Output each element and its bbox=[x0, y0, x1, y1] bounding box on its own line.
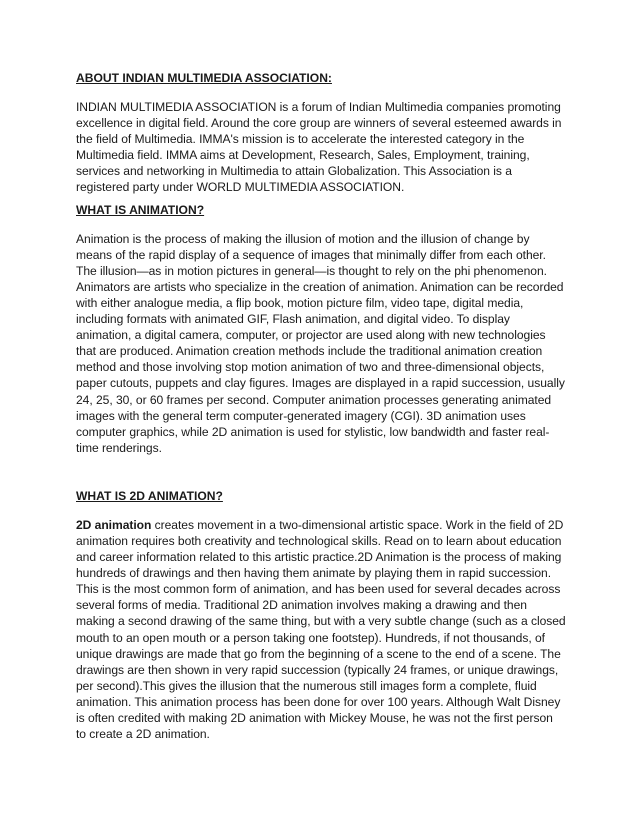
section-heading-about-imma: ABOUT INDIAN MULTIMEDIA ASSOCIATION: bbox=[76, 71, 332, 85]
document-page bbox=[76, 70, 566, 742]
section-heading-what-is-animation: WHAT IS ANIMATION? bbox=[76, 202, 205, 217]
section-body-about-imma: INDIAN MULTIMEDIA ASSOCIATION is a forum of Indian Multimedia companies promoting excellence in digital field. Around the core group are winners of several esteemed awards in the field of Multimedia. IMMA's mission is to accelerate the interested category in the Multimedia field. IMMA aims at Development, Research, Sales, Employment, training, services and networking in Multimedia to attain Globalization. This Association is a registered party under WORLD MULTIMEDIA ASSOCIATION. bbox=[76, 100, 562, 195]
section-body-text: creates movement in a two-dimensional artistic space. Work in the field of 2D animation requires both creativity and technological skills. Read on to learn about education and career information related to this artistic practice.2D Animation is the process of making hundreds of drawings and then having them animate by playing them in rapid succession. This is the most common form of animation, and has been used for several decades across several forms of media. Traditional 2D animation involves making a drawing and then making a second drawing of the same thing, but with a very subtle change (such as a closed mouth to an open mouth or a person taking one footstep). Hundreds, if not thousands, of unique drawings are made that go from the beginning of a scene to the end of a scene. The drawings are then shown in very rapid succession (typically 24 frames, or unique drawings, per second).This gives the illusion that the numerous still images form a complete, fluid animation. This animation process has been done for over 100 years. Although Walt Disney is often credited with making 2D animation with Mickey Mouse, he was not the first person to create a 2D animation. bbox=[76, 517, 566, 742]
section-body-what-is-animation: Animation is the process of making the illusion of motion and the illusion of change by means of the rapid display of a sequence of images that minimally differ from each other. The illusion—as in motion pictures in general—is thought to rely on the phi phenomenon. Animators are artists who specialize in the creation of animation. Animation can be recorded with either analogue media, a flip book, motion picture film, video tape, digital media, including formats with animated GIF, Flash animation, and digital video. To display animation, a digital camera, computer, or projector are used along with new technologies that are produced. Animation creation methods include the traditional animation creation method and those involving stop motion animation of two and three-dimensional objects, paper cutouts, puppets and clay figures. Images are displayed in a rapid succession, usually 24, 25, 30, or 60 frames per second. Computer animation processes generating animated images with the general term computer-generated imagery (CGI). 3D animation uses computer graphics, while 2D animation is used for stylistic, low bandwidth and faster real-time renderings. bbox=[76, 231, 565, 455]
section-body-what-is-2d-animation bbox=[76, 517, 566, 742]
section-heading-what-is-2d-animation: WHAT IS 2D ANIMATION? bbox=[76, 488, 223, 503]
lead-term-2d-animation: 2D animation bbox=[76, 517, 152, 532]
